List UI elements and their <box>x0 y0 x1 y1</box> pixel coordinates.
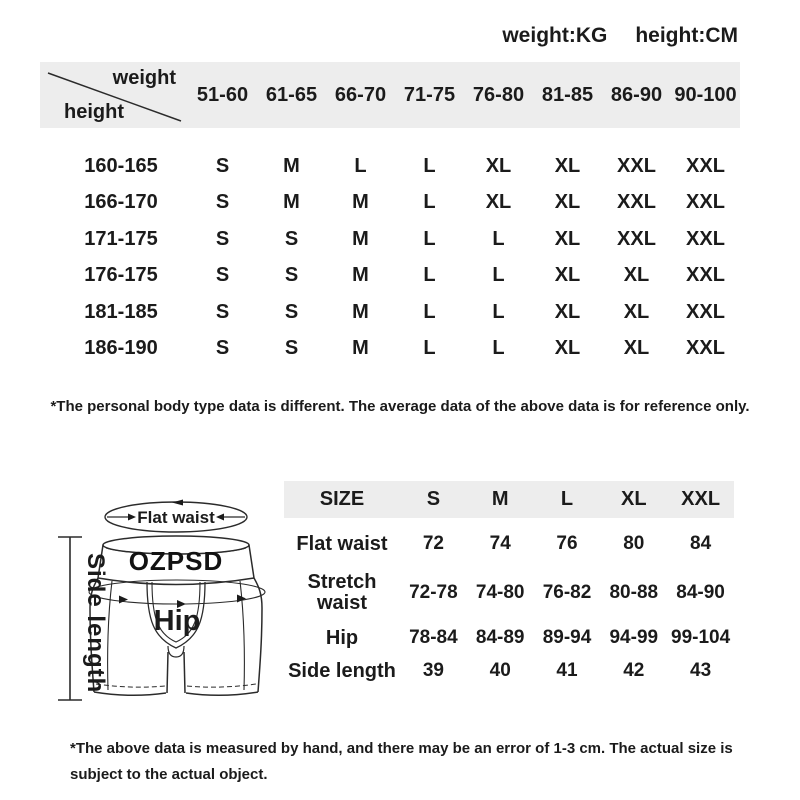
column-header: XXL <box>681 488 721 510</box>
column-header: 76-80 <box>472 83 525 106</box>
size-cell: XXL <box>686 227 725 250</box>
measure-label: Side length <box>288 659 396 682</box>
measure-value: 80 <box>623 533 645 554</box>
column-header: SIZE <box>319 488 365 510</box>
table-row <box>284 616 734 660</box>
size-cell: L <box>423 264 436 287</box>
height-range-label: 186-190 <box>84 337 158 360</box>
measure-label: Flat waist <box>296 532 388 555</box>
measure-value: 84-90 <box>676 582 725 603</box>
height-unit-label: height:CM <box>635 24 738 47</box>
size-cell: L <box>354 154 367 177</box>
table-row <box>284 518 734 570</box>
size-cell: XL <box>554 191 581 214</box>
measurement-error-note: *The above data is measured by hand, and there may be an error of 1-3 cm. The actual size is subject to the actual object. <box>70 740 733 783</box>
size-cell: L <box>423 154 436 177</box>
arrowhead-icon <box>172 500 183 506</box>
svg-text:Flat waist: Flat waist <box>137 508 215 527</box>
flat-waist-ellipse <box>105 500 247 533</box>
measure-value: 72-78 <box>409 582 458 603</box>
corner-weight-label: weight <box>112 67 176 89</box>
measure-value: 74 <box>489 533 511 554</box>
size-cell: S <box>284 264 299 287</box>
size-cell: L <box>492 337 505 360</box>
measure-value: 76-82 <box>542 582 592 603</box>
arrowhead-icon <box>216 514 224 521</box>
size-cell: XL <box>485 191 512 214</box>
column-header: 61-65 <box>265 83 318 106</box>
size-cell: XL <box>554 264 581 287</box>
measure-value: 74-80 <box>475 582 525 603</box>
size-cell: L <box>423 191 436 214</box>
measure-value: 84 <box>690 533 712 554</box>
height-range-label: 166-170 <box>84 191 158 214</box>
column-header: 71-75 <box>403 83 456 106</box>
size-cell: XL <box>623 300 650 323</box>
size-cell: XXL <box>617 191 656 214</box>
measure-value: 84-89 <box>475 627 525 648</box>
height-range-label: 160-165 <box>84 154 158 177</box>
column-header: L <box>560 488 574 510</box>
size-cell: XXL <box>686 191 725 214</box>
side-length-label: Side length <box>82 552 109 694</box>
size-cell: S <box>284 300 299 323</box>
table-row <box>284 660 734 682</box>
measure-value: 72 <box>422 533 444 554</box>
arrowhead-icon <box>128 514 136 521</box>
table-row <box>284 570 734 616</box>
column-header: 86-90 <box>610 83 663 106</box>
corner-height-label: height <box>64 101 124 123</box>
column-header: 90-100 <box>674 83 737 106</box>
size-cell: S <box>215 337 230 360</box>
size-cell: M <box>352 300 369 323</box>
height-weight-size-table <box>40 62 740 367</box>
height-range-label: 181-185 <box>84 300 158 323</box>
size-cell: XL <box>554 227 581 250</box>
table-header-row <box>40 62 740 128</box>
size-cell: M <box>352 337 369 360</box>
table-row <box>40 331 740 368</box>
size-cell: XL <box>554 300 581 323</box>
column-header: 66-70 <box>334 83 387 106</box>
table-row <box>40 258 740 295</box>
size-cell: XXL <box>617 154 656 177</box>
size-cell: XXL <box>686 154 725 177</box>
reference-note: *The personal body type data is different. The average data of the above data is for reference only. <box>50 398 750 415</box>
height-range-label: 176-175 <box>84 264 158 287</box>
column-header: XL <box>621 488 647 510</box>
measure-value: 80-88 <box>609 582 659 603</box>
size-cell: M <box>352 264 369 287</box>
measure-value: 99-104 <box>671 627 731 648</box>
measure-value: 76 <box>556 533 578 554</box>
table-row <box>40 185 740 222</box>
units-note <box>502 24 738 48</box>
measure-label: Stretch waist <box>307 571 377 614</box>
size-cell: XL <box>485 154 512 177</box>
table-row <box>40 221 740 258</box>
table-header-row <box>284 481 734 518</box>
measure-value: 78-84 <box>409 627 458 648</box>
corner-cell <box>40 62 188 128</box>
table-row <box>40 148 740 185</box>
measure-label: Hip <box>325 626 359 649</box>
size-cell: XL <box>554 154 581 177</box>
size-cell: S <box>215 227 230 250</box>
size-cell: XL <box>623 337 650 360</box>
hip-label: Hip <box>153 605 201 637</box>
size-cell: XXL <box>617 227 656 250</box>
height-range-label: 171-175 <box>84 227 158 250</box>
size-cell: L <box>423 227 436 250</box>
measure-value: 39 <box>422 660 444 681</box>
table-body <box>40 148 740 367</box>
size-cell: M <box>283 191 300 214</box>
measure-value: 41 <box>556 660 578 681</box>
column-header: M <box>491 488 509 510</box>
size-cell: XXL <box>686 300 725 323</box>
brand-logo: OZPSD <box>128 546 224 576</box>
size-cell: XXL <box>686 337 725 360</box>
size-cell: S <box>284 337 299 360</box>
measure-value: 43 <box>690 660 712 681</box>
size-cell: S <box>215 154 230 177</box>
measure-value: 42 <box>623 660 645 681</box>
column-header: S <box>426 488 441 510</box>
size-cell: S <box>215 300 230 323</box>
measure-value: 89-94 <box>542 627 592 648</box>
size-cell: L <box>423 300 436 323</box>
size-cell: S <box>284 227 299 250</box>
size-cell: L <box>423 337 436 360</box>
size-cell: L <box>492 300 505 323</box>
size-cell: S <box>215 191 230 214</box>
size-cell: XL <box>554 337 581 360</box>
measure-value: 94-99 <box>609 627 659 648</box>
measurements-table <box>284 481 734 682</box>
column-header: 51-60 <box>196 83 249 106</box>
size-cell: M <box>283 154 300 177</box>
table-row <box>40 294 740 331</box>
size-cell: S <box>215 264 230 287</box>
size-cell: M <box>352 227 369 250</box>
size-cell: L <box>492 227 505 250</box>
size-cell: XXL <box>686 264 725 287</box>
weight-unit-label: weight:KG <box>502 24 608 47</box>
size-cell: M <box>352 191 369 214</box>
size-cell: L <box>492 264 505 287</box>
column-header: 81-85 <box>541 83 594 106</box>
measure-value: 40 <box>489 660 511 681</box>
size-cell: XL <box>623 264 650 287</box>
